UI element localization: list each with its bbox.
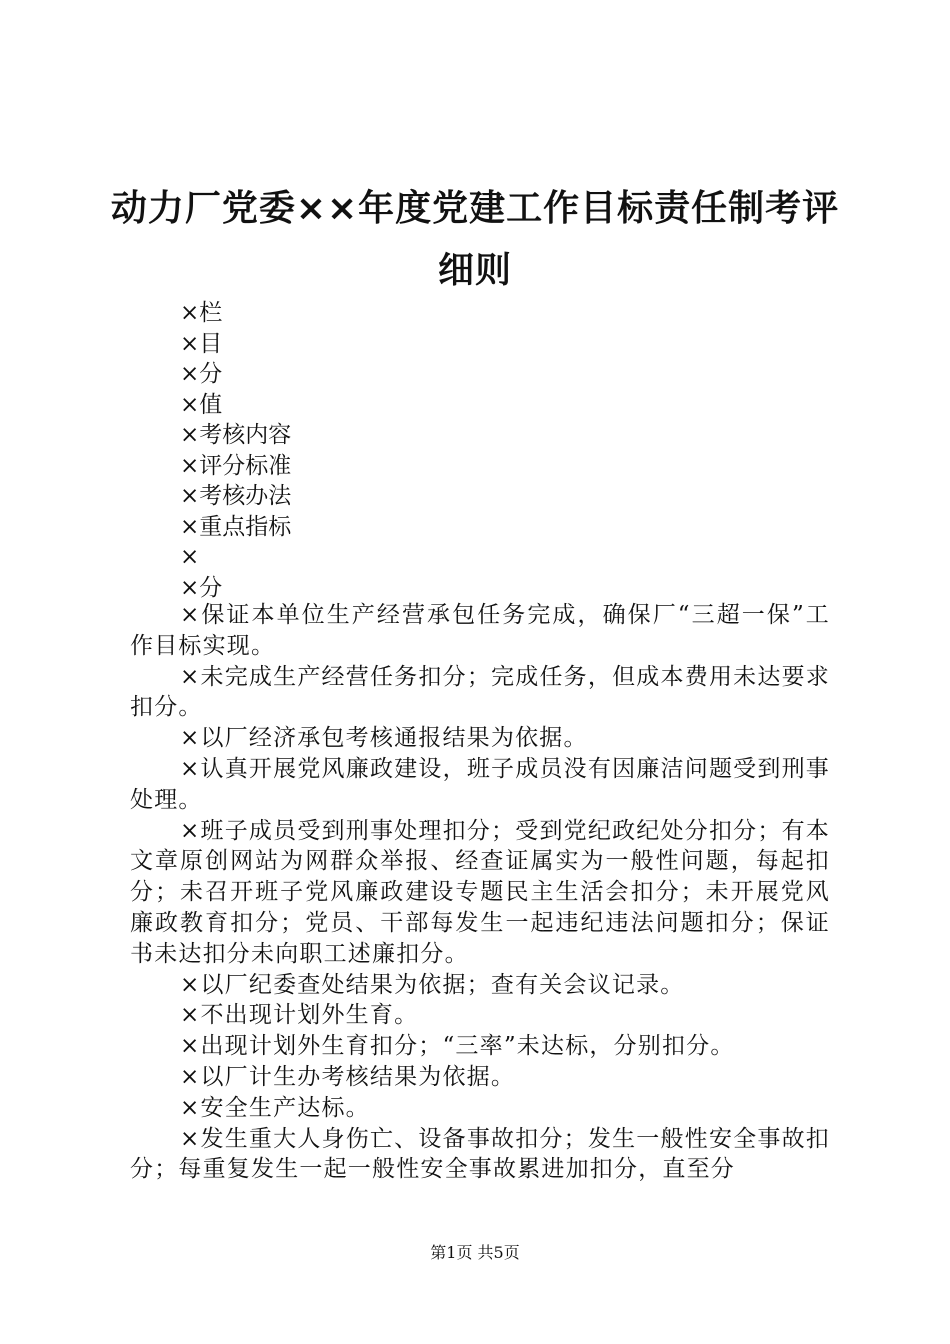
list-item: ×分 [180, 361, 223, 387]
paragraph: ×安全生产达标。 [180, 1094, 370, 1121]
paragraph: ×班子成员受到刑事处理扣分；受到党纪政纪处分扣分；有本文章原创网站为网群众举报、经查证属实为一般性问题，每起扣分；未召开班子党风廉政建设专题民主生活会扣分；未开展党风廉政教育扣分；党员、干部每发生一起违纪违法问题扣分；保证书未达扣分未向职工述廉扣分。 [130, 817, 830, 967]
document-title [100, 178, 850, 302]
list-item: ×目 [180, 330, 223, 357]
document-body [130, 600, 830, 1185]
paragraph: ×以厂经济承包考核通报结果为依据。 [180, 725, 588, 752]
paragraph: ×以厂计生办考核结果为依据。 [180, 1063, 516, 1090]
list-item: ×分 [180, 574, 223, 601]
paragraph: ×认真开展党风廉政建设，班子成员没有因廉洁问题受到刑事处理。 [130, 755, 830, 813]
title-line-1: 动力厂党委××年度党建工作目标责任制考评 [110, 188, 840, 229]
list-item: ×重点指标 [180, 513, 292, 540]
title-line-2: 细则 [437, 250, 512, 291]
paragraph: ×不出现计划外生育。 [180, 1002, 419, 1029]
list-item: ×栏 [180, 300, 223, 326]
paragraph: ×保证本单位生产经营承包任务完成，确保厂“三超一保”工作目标实现。 [130, 602, 830, 659]
paragraph: ×以厂纪委查处结果为依据；查有关会议记录。 [180, 971, 685, 998]
list-item: ×评分标准 [180, 452, 292, 479]
paragraph: ×出现计划外生育扣分；“三率”未达标，分别扣分。 [180, 1033, 735, 1060]
header-items-list [180, 298, 291, 603]
page-footer: 第1页 共5页 [430, 1243, 520, 1262]
paragraph: ×发生重大人身伤亡、设备事故扣分；发生一般性安全事故扣分；每重复发生一起一般性安全事故累进加扣分，直至分 [130, 1125, 830, 1183]
list-item: ×考核办法 [180, 483, 292, 509]
list-item: ×值 [180, 391, 223, 418]
list-item: ×考核内容 [180, 422, 292, 448]
list-item: × [180, 544, 200, 570]
paragraph: ×未完成生产经营任务扣分；完成任务，但成本费用未达要求扣分。 [130, 663, 830, 721]
